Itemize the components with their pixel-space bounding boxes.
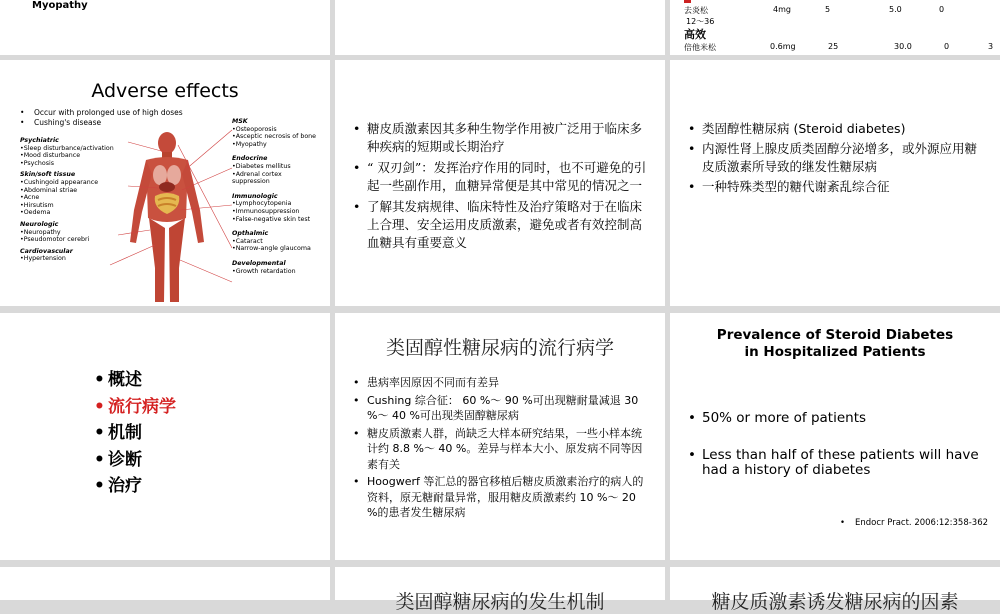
annotation-item: •Acne [20, 194, 40, 202]
bullet-item: • Cushing's disease [20, 118, 183, 128]
range-text: 12～36 [686, 17, 715, 26]
bullet-list [353, 375, 649, 521]
slide-title: 类固醇糖尿病的发生机制 [395, 591, 605, 613]
category-head: Skin/soft tissue [20, 171, 76, 179]
bullet-list [688, 120, 988, 196]
category-head: Opthalmic [232, 230, 269, 238]
slide-title: Adverse effects [91, 80, 239, 102]
drug-cell: 倍他米松 [684, 43, 716, 52]
annotation-item: •Immunosuppression [232, 207, 300, 215]
annotation-item: suppression [232, 178, 270, 186]
group-label: 高效 [684, 28, 706, 41]
bullet-item: • 50% or more of patients [688, 411, 983, 426]
category-head: Endocrine [232, 155, 268, 163]
slide-title: Prevalence of Steroid Diabetes in Hospitalized Patients [716, 327, 954, 360]
annotation-item: •Hirsutism [20, 201, 54, 209]
annotation-item: •Neuropathy [20, 228, 61, 236]
slide-thumbnail[interactable] [0, 567, 330, 600]
slide-thumbnail[interactable] [670, 313, 1000, 560]
bullet-item: • 一种特殊类型的糖代谢紊乱综合征 [688, 178, 988, 196]
annotation-item: •Diabetes mellitus [232, 162, 291, 170]
annotation-item: •Pseudomotor cerebri [20, 236, 90, 244]
slide-title: 类固醇性糖尿病的流行病学 [385, 337, 614, 359]
value-cell: 25 [828, 42, 839, 51]
annotation-item: •Adrenal cortex [232, 170, 282, 178]
slide-thumbnail[interactable] [0, 60, 330, 306]
slide-thumbnail[interactable] [335, 0, 665, 55]
annotation-item: •Abdominal striae [20, 186, 78, 194]
bullet-item: • 了解其发病规律、临床特性及治疗策略对于在临床上合理、安全运用皮质激素，避免或者有效控制高血糖具有重要意义 [353, 198, 649, 252]
bullet-item: • 类固醇性糖尿病 (Steroid diabetes) [688, 120, 988, 138]
annotation-item: •Narrow-angle glaucoma [232, 245, 311, 253]
outline-item: • 机制 [94, 420, 176, 447]
bullet-item: • Cushing 综合征： 60 %～ 90 %可出现糖耐量减退 30 %～ 40 %可出现类固醇糖尿病 [353, 393, 649, 424]
annotation-item: •Cataract [232, 237, 263, 245]
category-head: Cardiovascular [20, 247, 73, 255]
annotation-item: •Cushingoid appearance [20, 178, 99, 186]
category-head: Developmental [232, 259, 286, 267]
slide-thumbnail[interactable] [670, 0, 1000, 55]
slide-thumbnail[interactable] [335, 567, 665, 613]
slide-thumbnail[interactable] [0, 313, 330, 560]
slide-thumbnail[interactable] [670, 567, 1000, 613]
slide-text: Myopathy [32, 0, 88, 11]
outline-item-active: • 流行病学 [94, 394, 176, 421]
bullet-item: • 内源性肾上腺皮质类固醇分泌增多，或外源应用糖皮质激素所导致的继发性糖尿病 [688, 140, 988, 176]
category-head: Immunologic [232, 192, 278, 200]
slide-thumbnail[interactable] [670, 60, 1000, 306]
right-annotations [232, 118, 328, 275]
annotation-item: •Sleep disturbance/activation [20, 144, 114, 152]
bullet-list [353, 120, 649, 252]
annotation-item: •Osteoporosis [232, 125, 277, 133]
outline-item: • 诊断 [94, 447, 176, 474]
annotation-item: •Mood disturbance [20, 152, 81, 160]
bullet-list [688, 411, 983, 478]
slide-thumbnail[interactable] [0, 0, 330, 55]
annotation-item: •Hypertension [20, 255, 66, 263]
bullet-item: • Occur with prolonged use of high doses [20, 108, 183, 118]
bullet-item: • 患病率因原因不同而有差异 [353, 375, 649, 391]
category-head: MSK [232, 118, 248, 125]
bullet-item: • Less than half of these patients will have had a history of diabetes [688, 448, 983, 478]
outline-item: • 概述 [94, 367, 176, 394]
dose-cell: 4mg [773, 5, 791, 14]
bullet-item: • “ 双刃剑”：发挥治疗作用的同时，也不可避免的引起一些副作用，血糖异常便是其中常见的情况之一 [353, 159, 649, 195]
bullet-item: • Hoogwerf 等汇总的器官移植后糖皮质激素治疗的病人的资料，原无糖耐量异常，服用糖皮质激素约 10 %～ 20 %的患者发生糖尿病 [353, 474, 649, 521]
value-cell: 5 [825, 5, 831, 14]
annotation-item: •Lymphocytopenia [232, 200, 292, 208]
category-head: Psychiatric [20, 137, 59, 144]
annotation-item: •Oedema [20, 209, 51, 217]
accent-mark [684, 0, 691, 3]
value-cell: 0 [939, 5, 945, 14]
drug-cell: 去炎松 [684, 6, 708, 15]
annotation-item: •False-negative skin test [232, 215, 311, 223]
slide-thumbnail[interactable] [335, 60, 665, 306]
outline-item: • 治疗 [94, 473, 176, 500]
slide-thumbnail[interactable] [335, 313, 665, 560]
dose-cell: 0.6mg [770, 42, 796, 51]
category-head: Neurologic [20, 220, 59, 228]
reference-text: Endocr Pract. 2006:12:358-362 [855, 518, 989, 528]
reference [840, 518, 988, 528]
slide-title: 糖皮质激素诱发糖尿病的因素 [711, 591, 959, 613]
annotation-item: •Growth retardation [232, 267, 296, 275]
outline-list [94, 367, 176, 500]
bullet-item: • 糖皮质激素人群，尚缺乏大样本研究结果，一些小样本统计约 8.8 %～ 40 %。差异与样本大小、原发病不同等因素有关 [353, 426, 649, 473]
value-cell: 0 [944, 42, 950, 51]
annotation-item: •Asceptic necrosis of bone [232, 133, 317, 141]
value-cell: 5.0 [889, 5, 902, 14]
annotation-item: •Myopathy [232, 140, 267, 148]
annotation-item: •Psychosis [20, 159, 55, 167]
bullet-dot: • [840, 518, 846, 528]
bullet-item: • 糖皮质激素因其多种生物学作用被广泛用于临床多种疾病的短期或长期治疗 [353, 120, 649, 156]
value-cell: 30.0 [894, 42, 912, 51]
value-cell: 3 [988, 42, 994, 51]
